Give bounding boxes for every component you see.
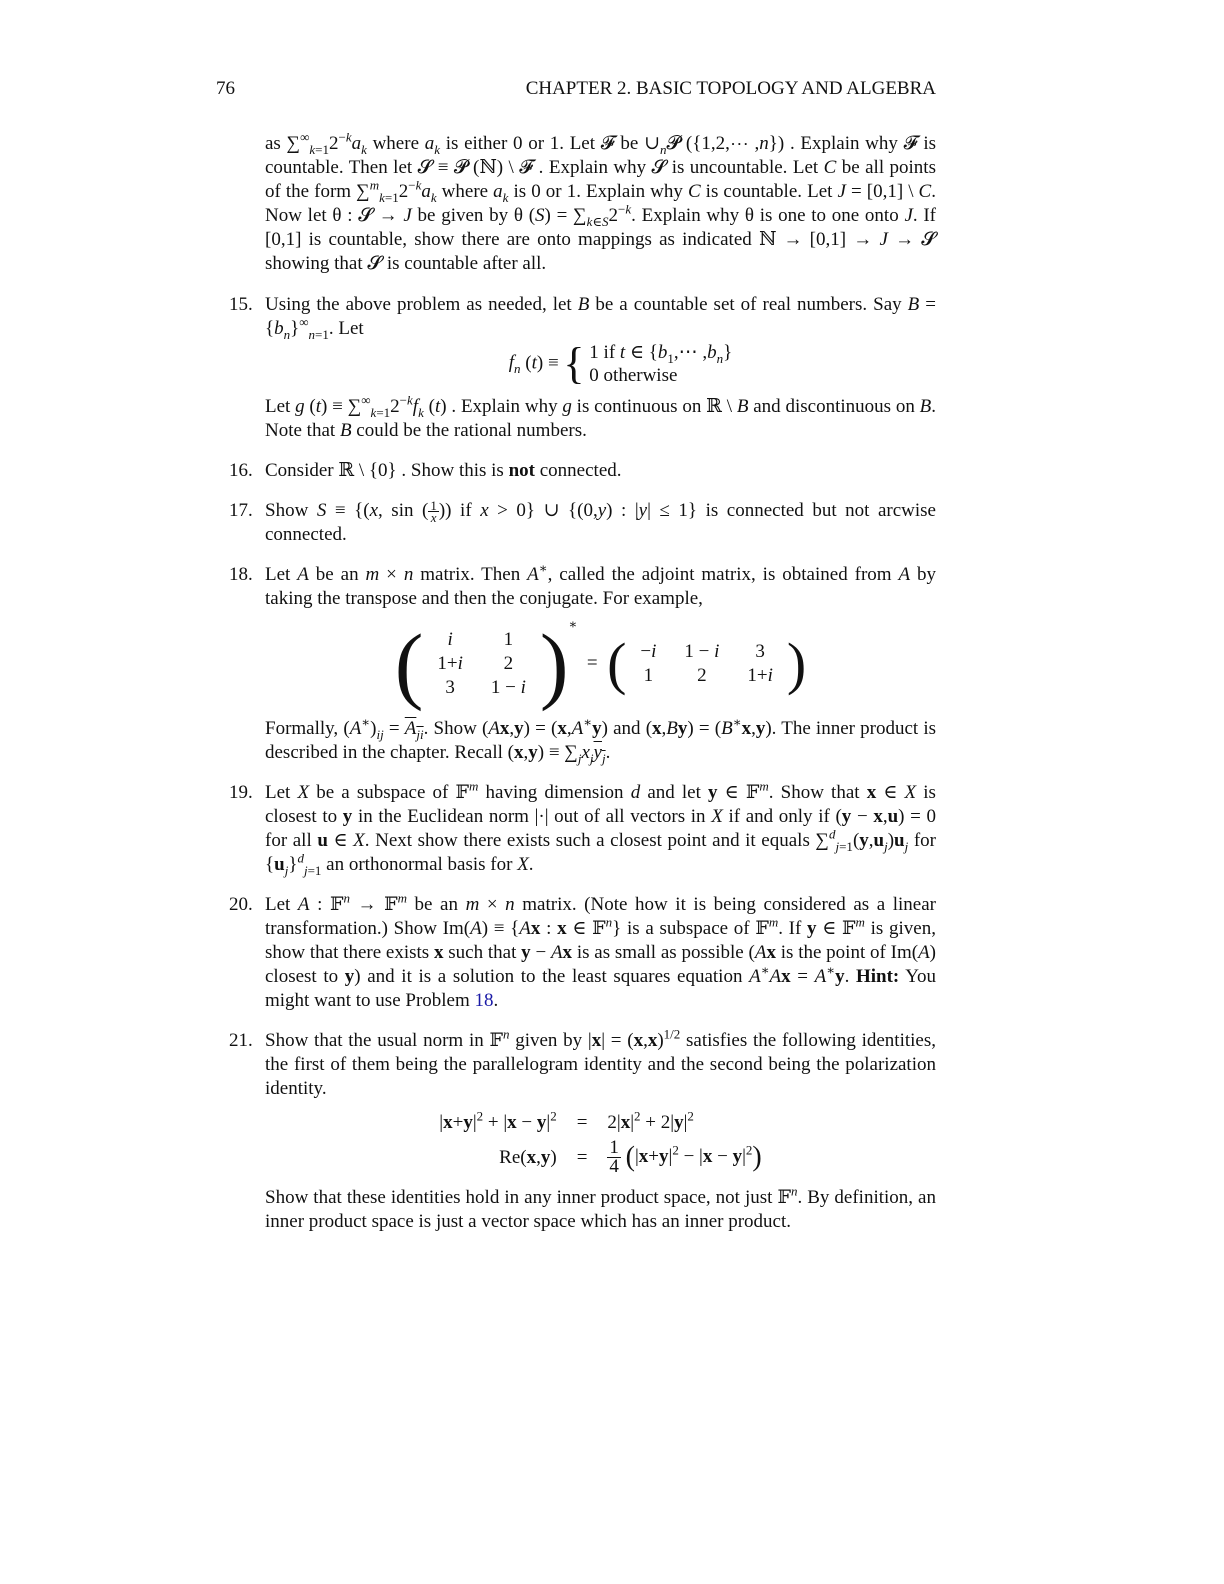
problem-number: 15. bbox=[229, 294, 253, 315]
problem-19-text: Let X be a subspace of 𝔽$^m$ having dimension d and let y ∈ 𝔽$^m$. Show that x ∈ X is closest to y in the Euclidean norm |·| out of all vectors in X if and only if (y − x,u) = 0 for all u ∈ X. Next show there exists such a closest point and it equals $\sum^d_{j=1}(y,u_j)u_j$ for $\{u_j\}^d_{j=1}$ an orthonormal basis for X. bbox=[265, 778, 936, 878]
problem-number: 21. bbox=[229, 1030, 253, 1052]
page-header bbox=[216, 77, 936, 101]
problem-15 bbox=[229, 293, 937, 443]
problem-18-text-2: Formally, $(A^∗)_{ij} = A_{ji}$. Show (Ax,y) = (x,A∗y) and (x,By) = (B∗x,y). The inner product is described in the chapter. Recall $(x,y) \equiv \sum_jx_jy_j$. bbox=[265, 714, 937, 766]
problem-number: 20. bbox=[229, 894, 253, 916]
matrix-example: ( i 1 1+i 2 3 1 − i )∗ = ( −i 1 − i 3 1 2 1+i ) bbox=[394, 616, 807, 713]
problem-21 bbox=[229, 1026, 936, 1234]
problem-17 bbox=[229, 498, 936, 547]
problem-21-text-2: Show that these identities hold in any inner product space, not just 𝔽$^n$. By definition, an inner product space is just a vector space which has an inner product. bbox=[265, 1183, 936, 1233]
problem-14-continuation: as $\sum^\infty_{k=1}2^{-k}a_k$ where $a_k$ is either 0 or 1. Let 𝓕 be $\cup_n𝓟$ ({1,2,⋯ ,n}) . Explain why 𝓕 is countable. Then let 𝓢 ≡ 𝓟 (ℕ) \ 𝓕 . Explain why 𝓢 is uncountable. Let C be all points of the form $\sum^m_{k=1}2^{-k}a_k$ where $a_k$ is 0 or 1. Explain why C is countable. Let J = [0,1] \ C. Now let θ : 𝓢 → J be given by θ $(S) = \sum_{k\in S}2^{-k}$. Explain why θ is one to one onto J. If [0,1] is countable, show there are onto mappings as indicated ℕ → [0,1] → J → 𝓢 showing that 𝓢 is countable after all. bbox=[265, 129, 937, 274]
hint-label: Hint: bbox=[855, 966, 900, 988]
problem-20 bbox=[229, 890, 937, 1013]
problem-number: 19. bbox=[229, 782, 253, 804]
problem-15-text: Using the above problem as needed, let B be a countable set of real numbers. Say $B = \{b_n\}^\infty_{n=1}$. Let bbox=[265, 294, 937, 342]
chapter-title: CHAPTER 2. BASIC TOPOLOGY AND ALGEBRA bbox=[525, 78, 936, 99]
problem-number: 16. bbox=[229, 460, 253, 481]
problem-21-text: Show that the usual norm in 𝔽$^n$ given by $|x| = (x,x)^{1/2}$ satisfies the following identities, the first of them being the parallelogram identity and the second being the polarization identity. bbox=[265, 1026, 936, 1100]
problem-16-text: Consider ℝ \ {0} . Show this is not connected. bbox=[265, 460, 622, 481]
problem-18-text: Let A be an m × n matrix. Then A∗, called the adjoint matrix, is obtained from A by taking the transpose and then the conjugate. For example, bbox=[265, 560, 937, 610]
problem-number: 18. bbox=[229, 564, 253, 586]
problem-18 bbox=[229, 560, 937, 766]
problem-19 bbox=[229, 778, 936, 878]
problem-17-text: Show S ≡ {(x, sin ( $\frac{1}{x}$ )) if x > 0} ∪ {(0,y) : |y| ≤ 1} is connected but not arcwise connected. bbox=[265, 498, 936, 546]
page-number: 76 bbox=[216, 78, 235, 99]
problem-16 bbox=[229, 459, 936, 483]
page-body bbox=[229, 129, 937, 1234]
problem-18-link[interactable]: 18 bbox=[474, 990, 494, 1012]
problem-number: 17. bbox=[229, 500, 253, 521]
identities: $|x+y|^2 + |x - y|^2$ = $2|x|^2 + 2|y|^2$ Re(x,y) = $\frac{1}{4}$ $(|x+y|^2 - |x - y|^2)$ bbox=[439, 1108, 762, 1178]
hint-text: You might want to use Problem bbox=[265, 966, 937, 1012]
equation-fn: $f_n$ (t) ≡ { 1 if t ∈ {$b_1,\cdots$ $,b_n$} 0 otherwise bbox=[508, 339, 733, 388]
problem-20-text: Let A : 𝔽$^n$ → 𝔽$^m$ be an m × n matrix. (Note how it is being considered as a linear transformation.) Show Im(A) ≡ {Ax : x ∈ 𝔽$^n$} is a subspace of 𝔽$^m$. If y ∈ 𝔽$^m$ is given, show that there exists x such that y − Ax is as small as possible (Ax is the point of Im(A) closest to y) and it is a solution to the least squares equation A∗Ax = A∗y. Hint: You might want to use Problem 18. bbox=[265, 890, 937, 1012]
problem-15-text-2: Let g $(t) \equiv \sum^\infty_{k=1}2^{-k}f_k$ (t) . Explain why g is continuous on ℝ \ B and discontinuous on B. Note that B could be the rational numbers. bbox=[265, 392, 936, 441]
